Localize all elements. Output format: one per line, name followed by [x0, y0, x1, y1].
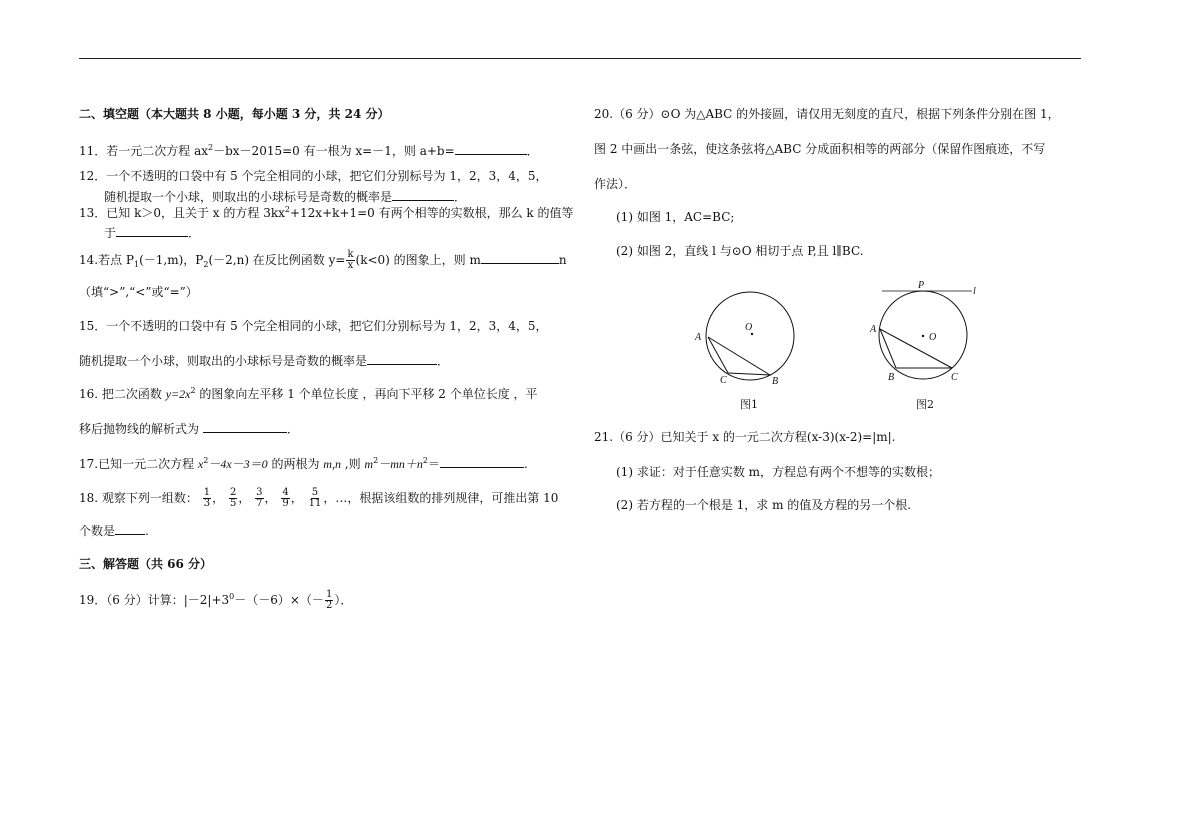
section2-heading: 二、填空题（本大题共 8 小题，每小题 3 分，共 24 分） [79, 107, 390, 121]
answer-blank[interactable] [440, 455, 524, 468]
figure-1 [690, 282, 810, 390]
fraction-4: $\frac{4}{9}$ [282, 487, 289, 509]
figure-2 [862, 276, 988, 386]
fraction-3: $\frac{3}{7}$ [256, 487, 263, 509]
label-c: C [951, 372, 958, 383]
question-13-line2: 于 ． [104, 226, 201, 240]
figure-1-caption: 图1 [740, 398, 758, 411]
segment-ac [880, 329, 952, 368]
answer-blank[interactable] [115, 522, 145, 535]
question-16-line2: 移后抛物线的解析式为 ． [79, 422, 299, 436]
question-12-line1: 12．一个不透明的口袋中有 5 个完全相同的小球，把它们分别标号为 1，2，3，4，5， [79, 169, 548, 183]
fraction-k-over-x: $\frac{k}{x}$ [347, 249, 354, 271]
fraction-1: $\frac{1}{3}$ [203, 487, 211, 509]
label-p: P [918, 280, 925, 291]
label-o: O [745, 322, 753, 333]
question-12-line2: 随机提取一个小球，则取出的小球标号是奇数的概率是 ． [104, 190, 467, 204]
question-15-line1: 15．一个不透明的口袋中有 5 个完全相同的小球，把它们分别标号为 1，2，3，4，5， [79, 319, 548, 333]
fraction-5: $\frac{5}{11}$ [308, 487, 322, 509]
label-a: A [695, 332, 702, 343]
question-18-line1: 18. 观察下列一组数： $\frac{1}{3}$ ， $\frac{2}{5}$ ， $\frac{3}{7}$ ， $\frac{4}{9}$ ， $\frac{5}{11}$ ，…，根据该组数的排列规律，可推出第 10 [79, 487, 559, 509]
question-13-line1: 13．已知 k＞0，且关于 x 的方程 $3kx^2+12x+k+1=0$ 有两个相等的实数根，那么 k 的值等 [79, 205, 574, 220]
question-17: 17.已知一元二次方程 $x^2-4x-3=0$ 的两根为 m,n ,则 $m^2-mn+n^2=$ . [79, 456, 528, 471]
answer-blank[interactable] [116, 224, 188, 237]
question-21-line1: 21.（6 分）已知关于 x 的一元二次方程(x-3)(x-2)=|m|. [594, 430, 896, 444]
fraction-2: $\frac{2}{5}$ [229, 487, 237, 509]
answer-blank[interactable] [367, 352, 437, 365]
label-b: B [772, 376, 779, 387]
center-point [922, 335, 924, 337]
question-16-line1: 16. 把二次函数 $y=2x^2$ 的图象向左平移 1 个单位长度 ，再向下平移 2 个单位长度 ，平 [79, 386, 538, 401]
label-l: l [973, 286, 976, 297]
question-19: 19．（6 分）计算：$|-2|+3^0-(-6)\times(-$ $\frac{1}{2}$ ）． [79, 589, 353, 611]
question-15-line2: 随机提取一个小球，则取出的小球标号是奇数的概率是 ． [79, 354, 450, 368]
fraction-one-half: $\frac{1}{2}$ [325, 589, 333, 611]
question-14-line1: 14.若点 $P_1(-1,m)$，$P_2(-2,n)$ 在反比例函数 y= $\frac{k}{x}$ (k<0) 的图象上，则 m n [79, 249, 567, 271]
segment-ab [708, 337, 770, 375]
question-18-line2: 个数是 . [79, 524, 149, 538]
question-20-part1: (1) 如图 1，AC=BC; [616, 210, 735, 224]
segment-cb [728, 373, 770, 375]
label-a: A [870, 324, 877, 335]
label-b: B [888, 372, 895, 383]
figure-2-caption: 图2 [916, 398, 934, 411]
segment-ac [708, 337, 728, 373]
circle-o [706, 292, 794, 380]
question-20-part2: (2) 如图 2，直线 l 与⊙O 相切于点 P,且 l∥BC. [616, 244, 864, 258]
answer-blank[interactable] [481, 251, 559, 264]
label-o: O [929, 332, 937, 343]
center-point [751, 333, 753, 335]
question-11: 11．若一元二次方程 $ax^2-bx-2015=0$ 有一根为 x=－1，则 a+b= ． [79, 143, 539, 158]
answer-blank[interactable] [392, 188, 454, 201]
question-20-line2: 图 2 中画出一条弦，使这条弦将△ABC 分成面积相等的两部分（保留作图痕迹，不写 [594, 142, 1046, 156]
label-c: C [720, 375, 727, 386]
section3-heading: 三、解答题（共 66 分） [79, 557, 213, 571]
answer-blank[interactable] [203, 420, 287, 433]
question-21-part2: (2) 若方程的一个根是 1，求 m 的值及方程的另一个根. [616, 498, 912, 512]
question-20-line1: 20.（6 分）⊙O 为△ABC 的外接圆，请仅用无刻度的直尺，根据下列条件分别在图 1， [594, 107, 1060, 121]
question-14-line2: （填“>”,“<”或“=”） [79, 285, 198, 299]
question-20-line3: 作法）． [594, 177, 637, 191]
answer-blank[interactable] [455, 142, 527, 155]
header-rule [79, 58, 1081, 59]
question-21-part1: (1) 求证：对于任意实数 m，方程总有两个不想等的实数根； [616, 465, 941, 479]
